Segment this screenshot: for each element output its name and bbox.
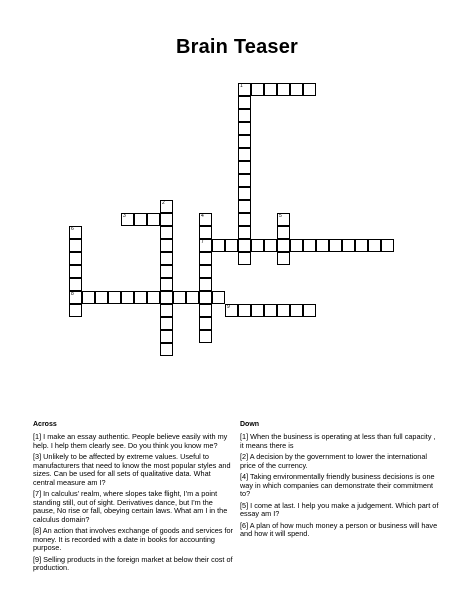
grid-cell[interactable] — [199, 317, 212, 330]
clue-number: [7] — [33, 489, 42, 498]
grid-cell[interactable] — [225, 239, 238, 252]
grid-cell[interactable] — [238, 122, 251, 135]
grid-cell[interactable] — [303, 83, 316, 96]
clue-text: In calculus' realm, where slopes take flight, I'm a point standing still, out of sight. Derivatives dance, but I'm the pause, No rise or fall, obeying certain laws. What am I in the calculus domain? — [33, 489, 228, 524]
grid-cell[interactable] — [342, 239, 355, 252]
grid-cell[interactable] — [277, 226, 290, 239]
grid-cell[interactable] — [212, 239, 225, 252]
grid-cell[interactable] — [160, 278, 173, 291]
grid-cell[interactable] — [251, 239, 264, 252]
grid-cell[interactable] — [238, 161, 251, 174]
across-clue-1 — [33, 433, 233, 450]
grid-cell[interactable] — [290, 83, 303, 96]
cell-number: 4 — [201, 213, 204, 219]
cell-number: 7 — [201, 239, 204, 245]
clue-number: [8] — [33, 526, 42, 535]
grid-cell[interactable] — [290, 239, 303, 252]
grid-cell[interactable] — [303, 239, 316, 252]
grid-cell[interactable] — [264, 304, 277, 317]
grid-cell[interactable] — [303, 304, 316, 317]
down-clue-1 — [240, 433, 440, 450]
grid-cell[interactable] — [381, 239, 394, 252]
clue-number: [4] — [240, 472, 249, 481]
grid-cell[interactable] — [69, 265, 82, 278]
grid-cell[interactable] — [368, 239, 381, 252]
clue-text: I come at last. I help you make a judgement. Which part of essay am I? — [240, 500, 439, 518]
grid-cell[interactable] — [238, 304, 251, 317]
grid-cell[interactable] — [121, 213, 134, 226]
down-clue-6 — [240, 522, 440, 539]
grid-cell[interactable] — [199, 226, 212, 239]
across-clue-3 — [33, 453, 233, 487]
clue-text: I make an essay authentic. People believe easily with my help. I help them clearly see. Do you think you know me? — [33, 432, 228, 450]
grid-cell[interactable] — [264, 239, 277, 252]
grid-cell[interactable] — [69, 252, 82, 265]
clue-number: [9] — [33, 554, 42, 564]
puzzle-title: Brain Teaser — [175, 36, 299, 58]
clue-text: A plan of how much money a person or business will have and how it will spend. — [240, 520, 438, 538]
cell-number: 9 — [227, 304, 230, 310]
grid-cell[interactable] — [316, 239, 329, 252]
down-clue-5 — [240, 502, 440, 519]
grid-cell[interactable] — [225, 304, 238, 317]
down-clue-2 — [240, 453, 440, 470]
down-heading: Down — [240, 421, 260, 428]
grid-cell[interactable] — [173, 291, 186, 304]
clue-text: Taking environmentally friendly business decisions is one way in which companies can demonstrate their commitment to? — [240, 472, 435, 498]
cell-number: 8 — [71, 291, 74, 297]
down-clue-4 — [240, 473, 440, 499]
grid-cell[interactable] — [238, 96, 251, 109]
clue-text: Unlikely to be affected by extreme values. Useful to manufacturers that need to know the most popular styles and sizes. Can be used for all sets of qualitative data. What central measure am I? — [33, 452, 231, 487]
grid-cell[interactable] — [264, 83, 277, 96]
grid-cell[interactable] — [160, 265, 173, 278]
clue-text: A decision by the government to lower the international price of the currency. — [240, 452, 428, 470]
grid-cell[interactable] — [134, 213, 147, 226]
grid-cell[interactable] — [69, 226, 82, 239]
grid-cell[interactable] — [277, 83, 290, 96]
grid-cell[interactable] — [277, 252, 290, 265]
grid-cell[interactable] — [199, 304, 212, 317]
across-clue-7 — [33, 490, 233, 524]
grid-cell[interactable] — [199, 291, 212, 304]
grid-cell[interactable] — [69, 304, 82, 317]
grid-cell[interactable] — [160, 200, 173, 213]
grid-cell[interactable] — [147, 213, 160, 226]
grid-cell[interactable] — [134, 291, 147, 304]
across-heading: Across — [33, 421, 57, 428]
grid-cell[interactable] — [160, 213, 173, 226]
cell-number: 2 — [162, 200, 165, 206]
grid-cell[interactable] — [329, 239, 342, 252]
grid-cell[interactable] — [238, 252, 251, 265]
grid-cell[interactable] — [69, 291, 82, 304]
clue-number: [1] — [33, 432, 42, 441]
grid-cell[interactable] — [238, 187, 251, 200]
clue-number: [3] — [33, 452, 42, 461]
grid-cell[interactable] — [95, 291, 108, 304]
grid-cell[interactable] — [199, 239, 212, 252]
grid-cell[interactable] — [160, 343, 173, 356]
grid-cell[interactable] — [147, 291, 160, 304]
clue-text: Selling products in the foreign market at below their cost of production. — [33, 554, 233, 572]
grid-cell[interactable] — [238, 135, 251, 148]
across-clue-8 — [33, 527, 233, 553]
cell-number: 1 — [240, 83, 243, 89]
grid-cell[interactable] — [277, 304, 290, 317]
grid-cell[interactable] — [355, 239, 368, 252]
clue-number: [6] — [240, 520, 249, 530]
grid-cell[interactable] — [160, 239, 173, 252]
grid-cell[interactable] — [277, 213, 290, 226]
grid-cell[interactable] — [238, 226, 251, 239]
grid-cell[interactable] — [238, 83, 251, 96]
grid-cell[interactable] — [290, 304, 303, 317]
grid-cell[interactable] — [186, 291, 199, 304]
grid-cell[interactable] — [238, 239, 251, 252]
grid-cell[interactable] — [160, 291, 173, 304]
grid-cell[interactable] — [238, 213, 251, 226]
down-clue-list — [240, 433, 440, 542]
grid-cell[interactable] — [199, 265, 212, 278]
grid-cell[interactable] — [199, 278, 212, 291]
across-clue-list — [33, 433, 233, 576]
grid-cell[interactable] — [238, 109, 251, 122]
grid-cell[interactable] — [251, 304, 264, 317]
cell-number: 6 — [71, 226, 74, 232]
clue-number: [2] — [240, 452, 249, 461]
grid-cell[interactable] — [199, 330, 212, 343]
cell-number: 3 — [123, 213, 126, 219]
grid-cell[interactable] — [238, 148, 251, 161]
grid-cell[interactable] — [212, 291, 225, 304]
grid-cell[interactable] — [251, 83, 264, 96]
clue-text: When the business is operating at less than full capacity , it means there is — [240, 432, 436, 450]
grid-cell[interactable] — [160, 330, 173, 343]
clue-number: [5] — [240, 500, 249, 510]
grid-cell[interactable] — [238, 174, 251, 187]
grid-cell[interactable] — [199, 213, 212, 226]
grid-cell[interactable] — [277, 239, 290, 252]
grid-cell[interactable] — [69, 239, 82, 252]
grid-cell[interactable] — [160, 226, 173, 239]
grid-cell[interactable] — [69, 278, 82, 291]
grid-cell[interactable] — [160, 317, 173, 330]
grid-cell[interactable] — [82, 291, 95, 304]
grid-cell[interactable] — [160, 304, 173, 317]
grid-cell[interactable] — [160, 252, 173, 265]
grid-cell[interactable] — [199, 252, 212, 265]
grid-cell[interactable] — [108, 291, 121, 304]
clue-text: An action that involves exchange of goods and services for money. It is recorded with a date in books for accounting purpose. — [33, 526, 233, 552]
grid-cell[interactable] — [121, 291, 134, 304]
grid-cell[interactable] — [238, 200, 251, 213]
clue-number: [1] — [240, 432, 249, 441]
cell-number: 5 — [279, 213, 282, 219]
across-clue-9 — [33, 556, 233, 573]
